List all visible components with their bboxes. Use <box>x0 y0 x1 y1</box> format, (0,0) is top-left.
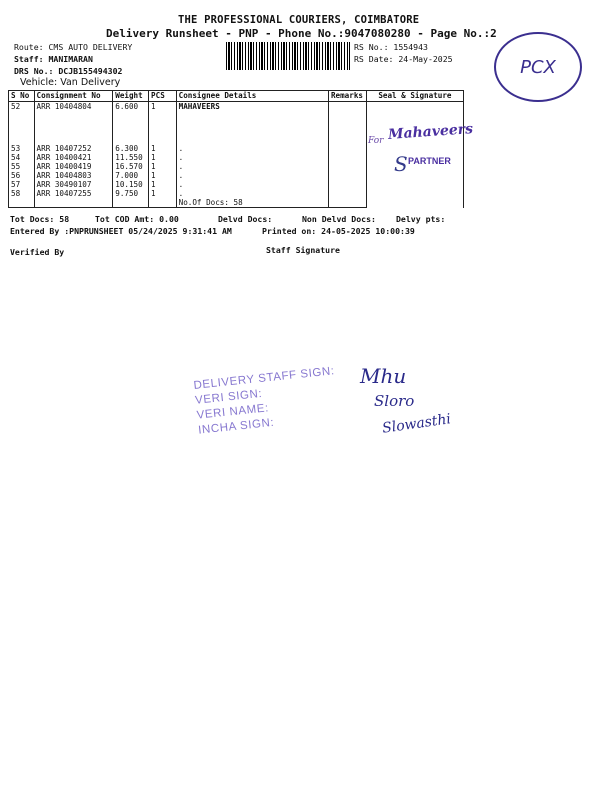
mahaveers-seal: Mahaveers <box>387 121 474 143</box>
rs-date: RS Date: 24-May-2025 <box>354 54 453 64</box>
col-consignment: Consignment No <box>34 91 113 102</box>
tot-docs: Tot Docs: 58 <box>10 214 70 224</box>
stamp-line-staff: DELIVERY STAFF SIGN: <box>193 365 336 392</box>
delvd-docs: Delvd Docs: <box>218 214 273 224</box>
table-row: 56 ARR 10404803 7.000 1 . <box>9 171 464 180</box>
stamp-line-verified-name: VERI NAME: <box>196 402 270 422</box>
route-label: Route: CMS AUTO DELIVERY <box>14 42 133 52</box>
staff-handwritten-sign: Mhu <box>360 364 407 388</box>
tot-cod: Tot COD Amt: 0.00 <box>95 214 179 224</box>
printed-on: Printed on: 24-05-2025 10:00:39 <box>262 226 415 236</box>
seal-for-text: For <box>368 136 384 146</box>
table-row: 57 ARR 30490107 10.150 1 . <box>9 180 464 189</box>
verified-handwritten-name: Slowasthi <box>381 411 452 437</box>
col-remarks: Remarks <box>328 91 366 102</box>
pcx-stamp: PCX <box>494 32 582 102</box>
col-weight: Weight <box>113 91 149 102</box>
no-of-docs: No.Of Docs: 58 <box>176 198 328 208</box>
runsheet-table <box>8 90 464 208</box>
col-seal: Seal & Signature <box>366 91 463 102</box>
staff-label: Staff: MANIMARAN <box>14 54 93 64</box>
table-row: 52 ARR 10404804 6.600 1 MAHAVEERS <box>9 102 464 145</box>
drs-label: DRS No.: DCJB155494302 <box>14 66 123 76</box>
table-row: 58 ARR 10407255 9.750 1 . <box>9 189 464 198</box>
seal-cell <box>366 102 463 208</box>
staff-signature-label: Staff Signature <box>266 245 340 255</box>
col-consignee: Consignee Details <box>176 91 328 102</box>
table-row: 53 ARR 10407252 6.300 1 . <box>9 144 464 153</box>
vehicle-label: Vehicle: Van Delivery <box>20 77 121 88</box>
non-delvd-docs: Non Delvd Docs: <box>302 214 376 224</box>
partner-initial-signature: S <box>394 152 408 176</box>
company-name: THE PROFESSIONAL COURIERS, COIMBATORE <box>178 14 420 26</box>
table-row: 55 ARR 10400419 16.570 1 . <box>9 162 464 171</box>
verified-by-label: Verified By <box>10 247 65 257</box>
stamp-line-incharge: INCHA SIGN: <box>197 416 275 437</box>
runsheet-title: Delivery Runsheet - PNP - Phone No.:9047080280 - Page No.:2 <box>106 27 497 40</box>
table-row: 54 ARR 10400421 11.550 1 . <box>9 153 464 162</box>
entered-by: Entered By :PNPRUNSHEET 05/24/2025 9:31:41 AM <box>10 226 232 236</box>
delivery-sign-stamp <box>193 365 340 439</box>
delvy-pts: Delvy pts: <box>396 214 446 224</box>
col-pcs: PCS <box>149 91 177 102</box>
rs-no: RS No.: 1554943 <box>354 42 428 52</box>
partner-seal: PARTNER <box>408 156 451 166</box>
verified-handwritten-sign: Sloro <box>374 392 415 410</box>
col-sno: S No <box>9 91 35 102</box>
stamp-line-verified-sign: VERI SIGN: <box>194 387 263 407</box>
barcode <box>226 42 350 70</box>
